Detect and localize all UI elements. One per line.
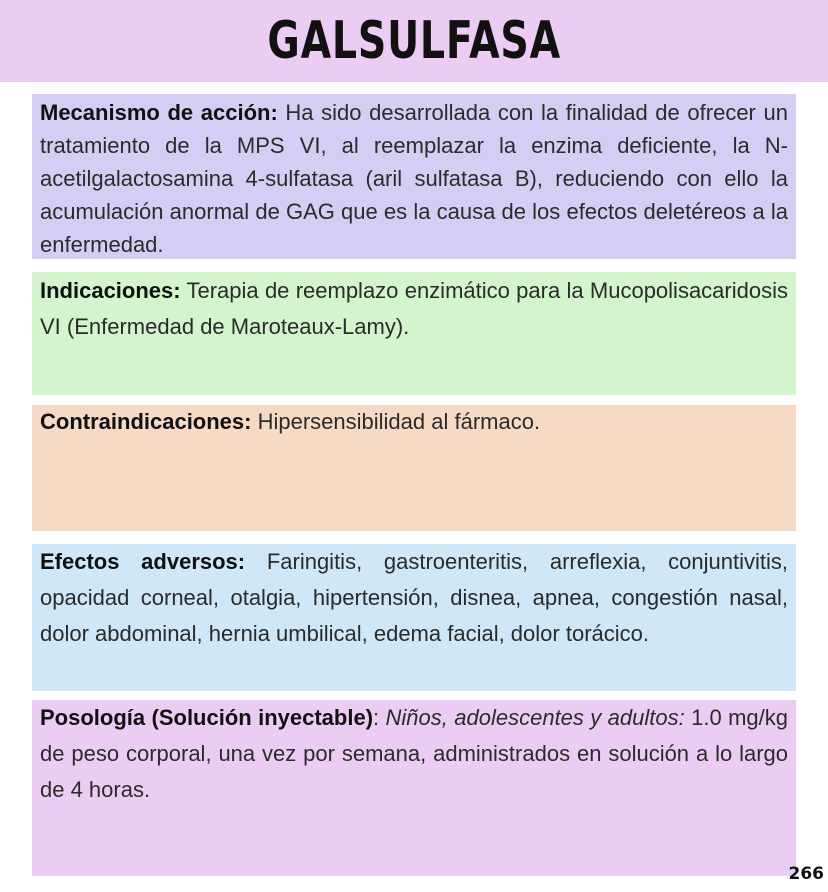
posologia-section	[32, 700, 796, 876]
posologia-text: 1.0 mg/kg de peso corporal, una vez por semana, administrados en solución a lo largo de 4 horas.	[40, 705, 789, 802]
indicaciones-section	[32, 272, 796, 395]
posologia-label: Posología (Solución inyectable)	[40, 705, 374, 730]
mecanismo-text: Ha sido desarrollada con la finalidad de ofrecer un tratamiento de la MPS VI, al reemplazar la enzima deficiente, la N-acetilgalactosamina 4-sulfatasa (aril sulfatasa B), reduciendo con ello la acumulación anormal de GAG que es la causa de los efectos deletéreos a la enfermedad.	[40, 100, 788, 257]
page-title: GALSULFASA	[267, 11, 561, 71]
indicaciones-text: Terapia de reemplazo enzimático para la Mucopolisacaridosis VI (Enfermedad de Maroteaux-Lamy).	[40, 278, 788, 339]
efectos-text: Faringitis, gastroenteritis, arreflexia, conjuntivitis, opacidad corneal, otalgia, hipertensión, disnea, apnea, congestión nasal, dolor abdominal, hernia umbilical, edema facial, dolor torácico.	[40, 549, 788, 646]
contraindicaciones-text: Hipersensibilidad al fármaco.	[251, 409, 541, 434]
mecanismo-section	[32, 94, 796, 259]
contraindicaciones-label: Contraindicaciones:	[40, 409, 252, 434]
posologia-population: Niños, adolescentes y adultos:	[379, 705, 685, 730]
mecanismo-label: Mecanismo de acción:	[40, 100, 278, 125]
indicaciones-label: Indicaciones:	[40, 278, 181, 303]
efectos-section	[32, 544, 796, 691]
contraindicaciones-section	[32, 405, 796, 531]
page-number: 266	[788, 864, 824, 884]
title-banner	[0, 0, 828, 82]
efectos-label: Efectos adversos:	[40, 549, 246, 574]
posologia-colon: :	[373, 705, 380, 730]
